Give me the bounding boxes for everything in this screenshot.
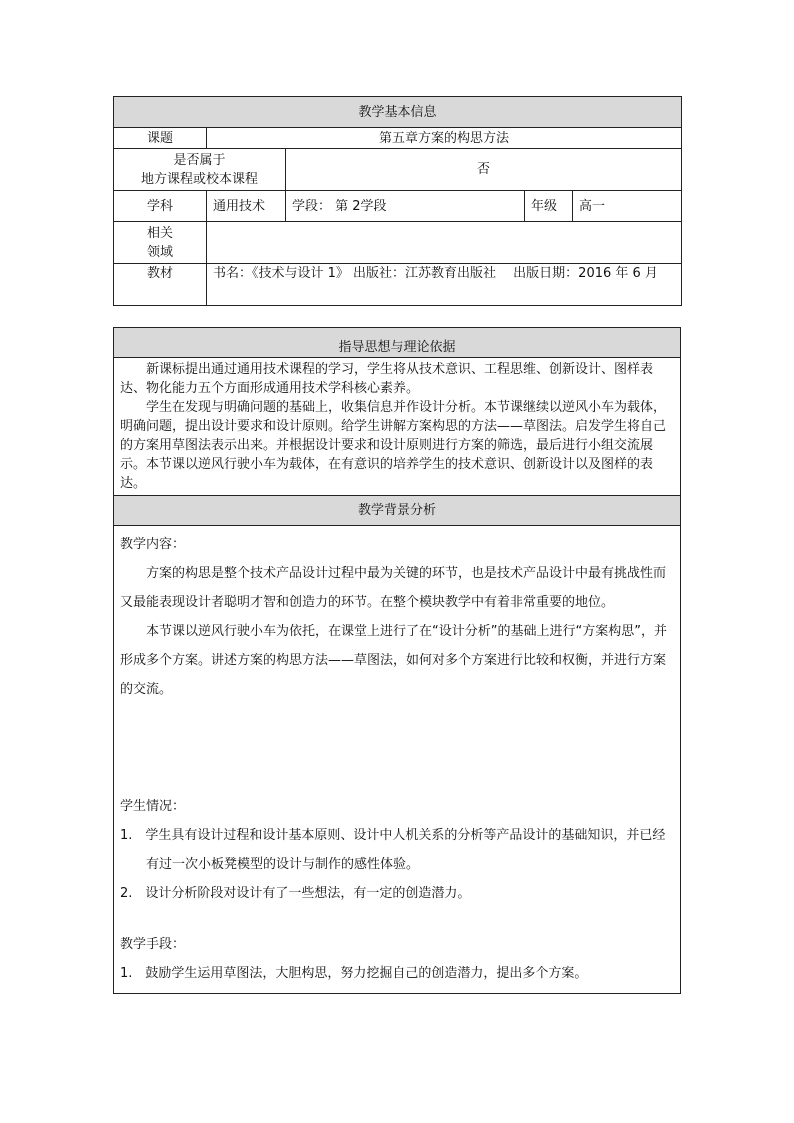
related-value bbox=[207, 222, 682, 264]
student-situation-heading: 学生情况： bbox=[120, 799, 186, 814]
guidance-title: 指导思想与理论依据 bbox=[114, 328, 681, 358]
related-label-line2: 领域 bbox=[146, 244, 173, 260]
textbook-value: 书名：《技术与设计 1》 出版社：江苏教育出版社 出版日期：2016 年 6 月 bbox=[207, 264, 682, 306]
related-label bbox=[114, 222, 207, 264]
local-label-line2: 地方课程或校本课程 bbox=[140, 171, 258, 187]
related-label-line1: 相关 bbox=[146, 225, 173, 241]
basic-info-title: 教学基本信息 bbox=[114, 97, 682, 128]
subject-label: 学科 bbox=[114, 191, 207, 222]
local-course-label bbox=[114, 149, 286, 191]
teaching-content-paragraph-1: 方案的构思是整个技术产品设计过程中最为关键的环节，也是技术产品设计中最有挑战性而又最能表现设计者聪明才智和创造力的环节。在整个模块教学中有着非常重要的地位。 bbox=[120, 566, 667, 610]
stage-text: 学段： 第 2学段 bbox=[286, 191, 525, 222]
guidance-content bbox=[114, 358, 681, 496]
course-value: 第五章方案的构思方法 bbox=[207, 128, 682, 149]
local-course-value: 否 bbox=[286, 149, 682, 191]
textbook-label: 教材 bbox=[114, 264, 207, 306]
subject-value: 通用技术 bbox=[207, 191, 286, 222]
background-title: 教学背景分析 bbox=[114, 496, 681, 526]
local-label-line1: 是否属于 bbox=[173, 152, 226, 168]
student-item-1: 1. 学生具有设计过程和设计基本原则、设计中人机关系的分析等产品设计的基础知识，并已经有过一次小板凳模型的设计与制作的感性体验。 bbox=[120, 828, 666, 872]
grade-label: 年级 bbox=[525, 191, 573, 222]
basic-info-table bbox=[113, 96, 682, 306]
student-item-2: 2. 设计分析阶段对设计有了一些想法，有一定的创造潜力。 bbox=[120, 886, 471, 901]
teaching-means-heading: 教学手段： bbox=[120, 937, 186, 952]
teaching-content-heading: 教学内容： bbox=[120, 537, 186, 552]
teaching-content-paragraph-2: 本节课以逆风行驶小车为依托，在课堂上进行了在“设计分析”的基础上进行“方案构思”，并形成多个方案。讲述方案的构思方法——草图法，如何对多个方案进行比较和权衡，并进行方案的交流。 bbox=[120, 624, 667, 697]
guidance-paragraph-1: 新课标提出通过通用技术课程的学习，学生将从技术意识、工程思维、创新设计、图样表达、物化能力五个方面形成通用技术学科核心素养。 bbox=[120, 362, 654, 396]
analysis-table bbox=[113, 327, 681, 994]
course-label: 课题 bbox=[114, 128, 207, 149]
guidance-paragraph-2: 学生在发现与明确问题的基础上，收集信息并作设计分析。本节课继续以逆风小车为载体，明确问题，提出设计要求和设计原则。给学生讲解方案构思的方法——草图法。启发学生将自己的方案用草图法表示出来。并根据设计要求和设计原则进行方案的筛选，最后进行小组交流展示。本节课以逆风行驶小车为载体，在有意识的培养学生的技术意识、创新设计以及图样的表达。 bbox=[120, 400, 667, 491]
means-item-1: 1. 鼓励学生运用草图法，大胆构思，努力挖掘自己的创造潜力，提出多个方案。 bbox=[120, 966, 588, 981]
background-content bbox=[114, 526, 681, 994]
grade-value: 高一 bbox=[573, 191, 682, 222]
